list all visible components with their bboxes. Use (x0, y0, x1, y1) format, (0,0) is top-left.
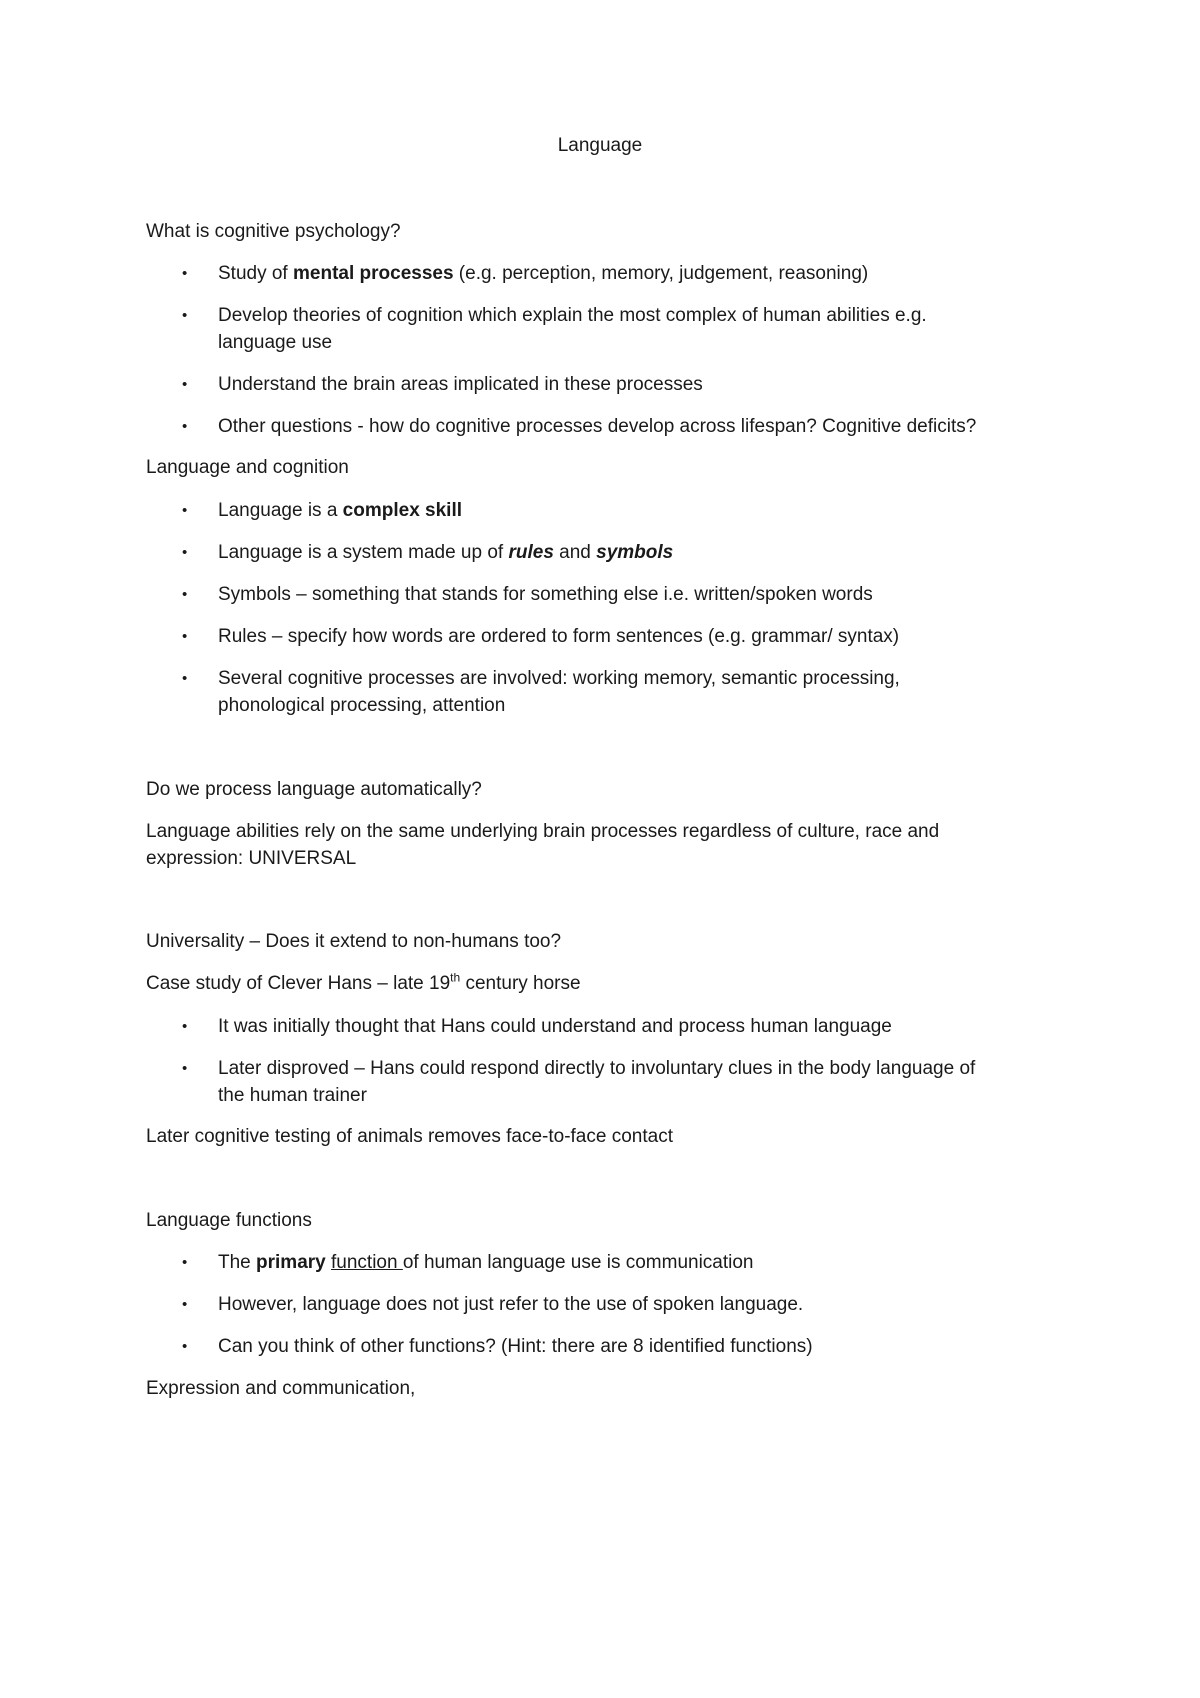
heading-process-automatically: Do we process language automatically? (146, 779, 482, 800)
list-item-continuation: the human trainer (218, 1085, 367, 1106)
bullet-icon: • (182, 1254, 188, 1271)
bullet-icon: • (182, 544, 188, 561)
bullet-icon: • (182, 265, 188, 282)
bullet-icon: • (182, 628, 188, 645)
heading-language-and-cognition: Language and cognition (146, 457, 349, 478)
list-item: Several cognitive processes are involved: working memory, semantic processing, (218, 668, 900, 689)
list-item-continuation: language use (218, 332, 333, 353)
list-item: Language is a system made up of rules and symbols (218, 542, 674, 563)
bullet-icon: • (182, 502, 188, 519)
list-item: Language is a complex skill (218, 500, 463, 521)
list-item: Symbols – something that stands for something else i.e. written/spoken words (218, 584, 873, 605)
list-item: Rules – specify how words are ordered to form sentences (e.g. grammar/ syntax) (218, 626, 900, 647)
bullet-icon: • (182, 1338, 188, 1355)
list-item: Study of mental processes (e.g. perception, memory, judgement, reasoning) (218, 263, 869, 284)
list-item: Can you think of other functions? (Hint: there are 8 identified functions) (218, 1336, 813, 1357)
bullet-icon: • (182, 670, 188, 687)
bullet-icon: • (182, 418, 188, 435)
heading-cognitive-psychology: What is cognitive psychology? (146, 221, 401, 242)
heading-universality: Universality – Does it extend to non-humans too? (146, 931, 562, 952)
paragraph-case-study: Case study of Clever Hans – late 19th century horse (146, 970, 581, 994)
paragraph-line: Later cognitive testing of animals removes face-to-face contact (146, 1126, 673, 1147)
list-item: The primary function of human language use is communication (218, 1252, 754, 1273)
page-title: Language (557, 135, 643, 156)
list-item: It was initially thought that Hans could understand and process human language (218, 1016, 892, 1037)
paragraph-line: Expression and communication, (146, 1378, 416, 1399)
bullet-icon: • (182, 586, 188, 603)
bullet-icon: • (182, 1060, 188, 1077)
list-item: However, language does not just refer to the use of spoken language. (218, 1294, 804, 1315)
bullet-icon: • (182, 1018, 188, 1035)
bullet-icon: • (182, 307, 188, 324)
list-item: Later disproved – Hans could respond directly to involuntary clues in the body language of (218, 1058, 976, 1079)
list-item: Understand the brain areas implicated in these processes (218, 374, 703, 395)
paragraph-line: Language abilities rely on the same underlying brain processes regardless of culture, race and (146, 821, 940, 842)
bullet-icon: • (182, 376, 188, 393)
paragraph-line: expression: UNIVERSAL (146, 848, 357, 869)
heading-language-functions: Language functions (146, 1210, 312, 1231)
list-item: Develop theories of cognition which explain the most complex of human abilities e.g. (218, 305, 927, 326)
list-item-continuation: phonological processing, attention (218, 695, 506, 716)
list-item: Other questions - how do cognitive processes develop across lifespan? Cognitive deficits? (218, 416, 977, 437)
bullet-icon: • (182, 1296, 188, 1313)
